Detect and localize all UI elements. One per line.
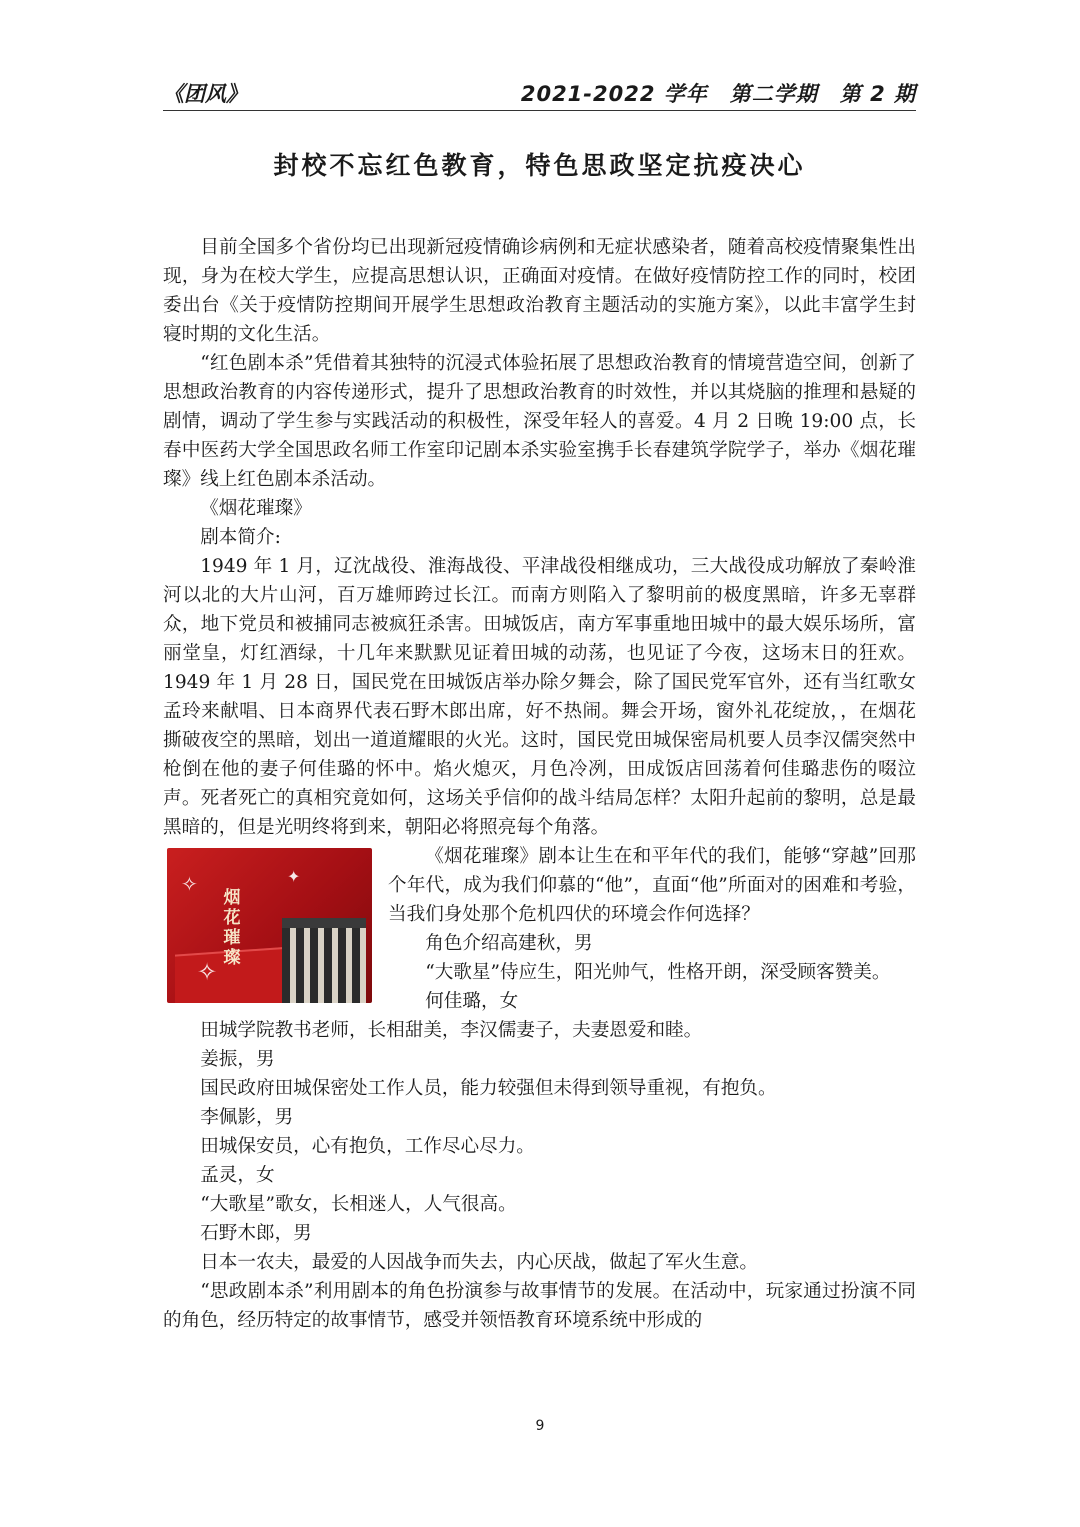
script-book-photo — [167, 848, 372, 1003]
paragraph-synopsis — [163, 552, 916, 842]
paragraph-script-name: 《烟花璀璨》 — [200, 498, 312, 519]
publication-name: 《团风》 — [163, 82, 247, 106]
paragraph-synopsis-heading: 剧本简介: — [200, 527, 281, 548]
paragraph-intro: 目前全国多个省份均已出现新冠疫情确诊病例和无症状感染者，随着高校疫情聚集性出现，身为在校大学生，应提高思想认识，正确面对疫情。在做好疫情防控工作的同时，校团委出台《关于疫情防控期间开展学生思想政治教育主题活动的实施方案》，以此丰富学生封寝时期的文化生活。 — [163, 237, 916, 345]
article-body — [163, 233, 916, 1335]
role-description: 田城学院教书老师，长相甜美，李汉儒妻子，夫妻恩爱和睦。 — [200, 1020, 703, 1041]
role-intro-heading: 角色介绍高建秋，男 — [425, 933, 593, 954]
role-description: “大歌星”歌女，长相迷人，人气很高。 — [200, 1194, 517, 1215]
role-description: 日本一农夫，最爱的人因战争而失去，内心厌战，做起了军火生意。 — [200, 1252, 759, 1273]
role-description: “大歌星”侍应生，阳光帅气，性格开朗，深受顾客赞美。 — [425, 962, 891, 983]
article-title: 封校不忘红色教育，特色思政坚定抗疫决心 — [273, 151, 806, 180]
paragraph-conclusion: “思政剧本杀”利用剧本的角色扮演参与故事情节的发展。在活动中，玩家通过扮演不同的角色，经历特定的故事情节，感受并领悟教育环境系统中形成的 — [163, 1281, 916, 1331]
role-description: 田城保安员，心有抱负，工作尽心尽力。 — [200, 1136, 535, 1157]
paragraph-red-script: “红色剧本杀”凭借着其独特的沉浸式体验拓展了思想政治教育的情境营造空间，创新了思想政治教育的内容传递形式，提升了思想政治教育的时效性，并以其烧脑的推理和悬疑的剧情，调动了学生参与实践活动的积极性，深受年轻人的喜爱。4 月 2 日晚 19:00 点，长春中医药大学全国思政名师工作室印记剧本杀实验室携手长春建筑学院学子，举办《烟花璀璨》线上红色剧本杀活动。 — [163, 353, 916, 490]
role-name: 何佳璐，女 — [425, 991, 519, 1012]
role-name: 石野木郎，男 — [200, 1223, 312, 1244]
crane-icon: ✦ — [287, 867, 301, 886]
page-number: 9 — [535, 1418, 545, 1434]
photo-building — [282, 918, 366, 1003]
photo-book-title: 烟 花 璀 璨 — [223, 888, 241, 968]
crane-icon: ✧ — [181, 872, 198, 896]
role-name: 孟灵，女 — [200, 1165, 275, 1186]
page-header — [163, 78, 916, 111]
paragraph-script-meaning: 《烟花璀璨》剧本让生在和平年代的我们，能够“穿越”回那个年代，成为我们仰慕的“他”，直面“他”所面对的困难和考验，当我们身处那个危机四伏的环境会作何选择？ — [388, 846, 916, 925]
crane-icon: ✧ — [197, 958, 218, 986]
role-description: 国民政府田城保密处工作人员，能力较强但未得到领导重视，有抱负。 — [200, 1078, 777, 1099]
role-name: 姜振，男 — [200, 1049, 275, 1070]
role-name: 李佩影，男 — [200, 1107, 294, 1128]
issue-info: 2021-2022 学年 第二学期 第 2 期 — [520, 82, 916, 106]
synopsis-text: 1949 年 1 月，辽沈战役、淮海战役、平津战役相继成功，三大战役成功解放了秦岭淮河以北的大片山河，百万雄师跨过长江。而南方则陷入了黎明前的极度黑暗，许多无辜群众，地下党员和被捕同志被疯狂杀害。田城饭店，南方军事重地田城中的最大娱乐场所，富丽堂皇，灯红酒绿，十几年来默默见证着田城的动荡，也见证了今夜，这场末日的狂欢。1949 年 1 月 28 日，国民党在田城饭店举办除夕舞会，除了国民党军官外，还有当红歌女孟玲来献唱、日本商界代表石野木郎出席，好不热闹。舞会开场，窗外礼花绽放，，在烟花撕破夜空的黑暗，划出一道道耀眼的火光。这时，国民党田城保密局机要人员李汉儒突然中枪倒在他的妻子何佳璐的怀中。焰火熄灭，月色冷冽，田成饭店回荡着何佳璐悲伤的啜泣声。死者死亡的真相究竟如何，这场关乎信仰的战斗结局怎样？太阳升起前的黎明，总是最黑暗的，但是光明终将到来，朝阳必将照亮每个角落。 — [163, 556, 916, 838]
